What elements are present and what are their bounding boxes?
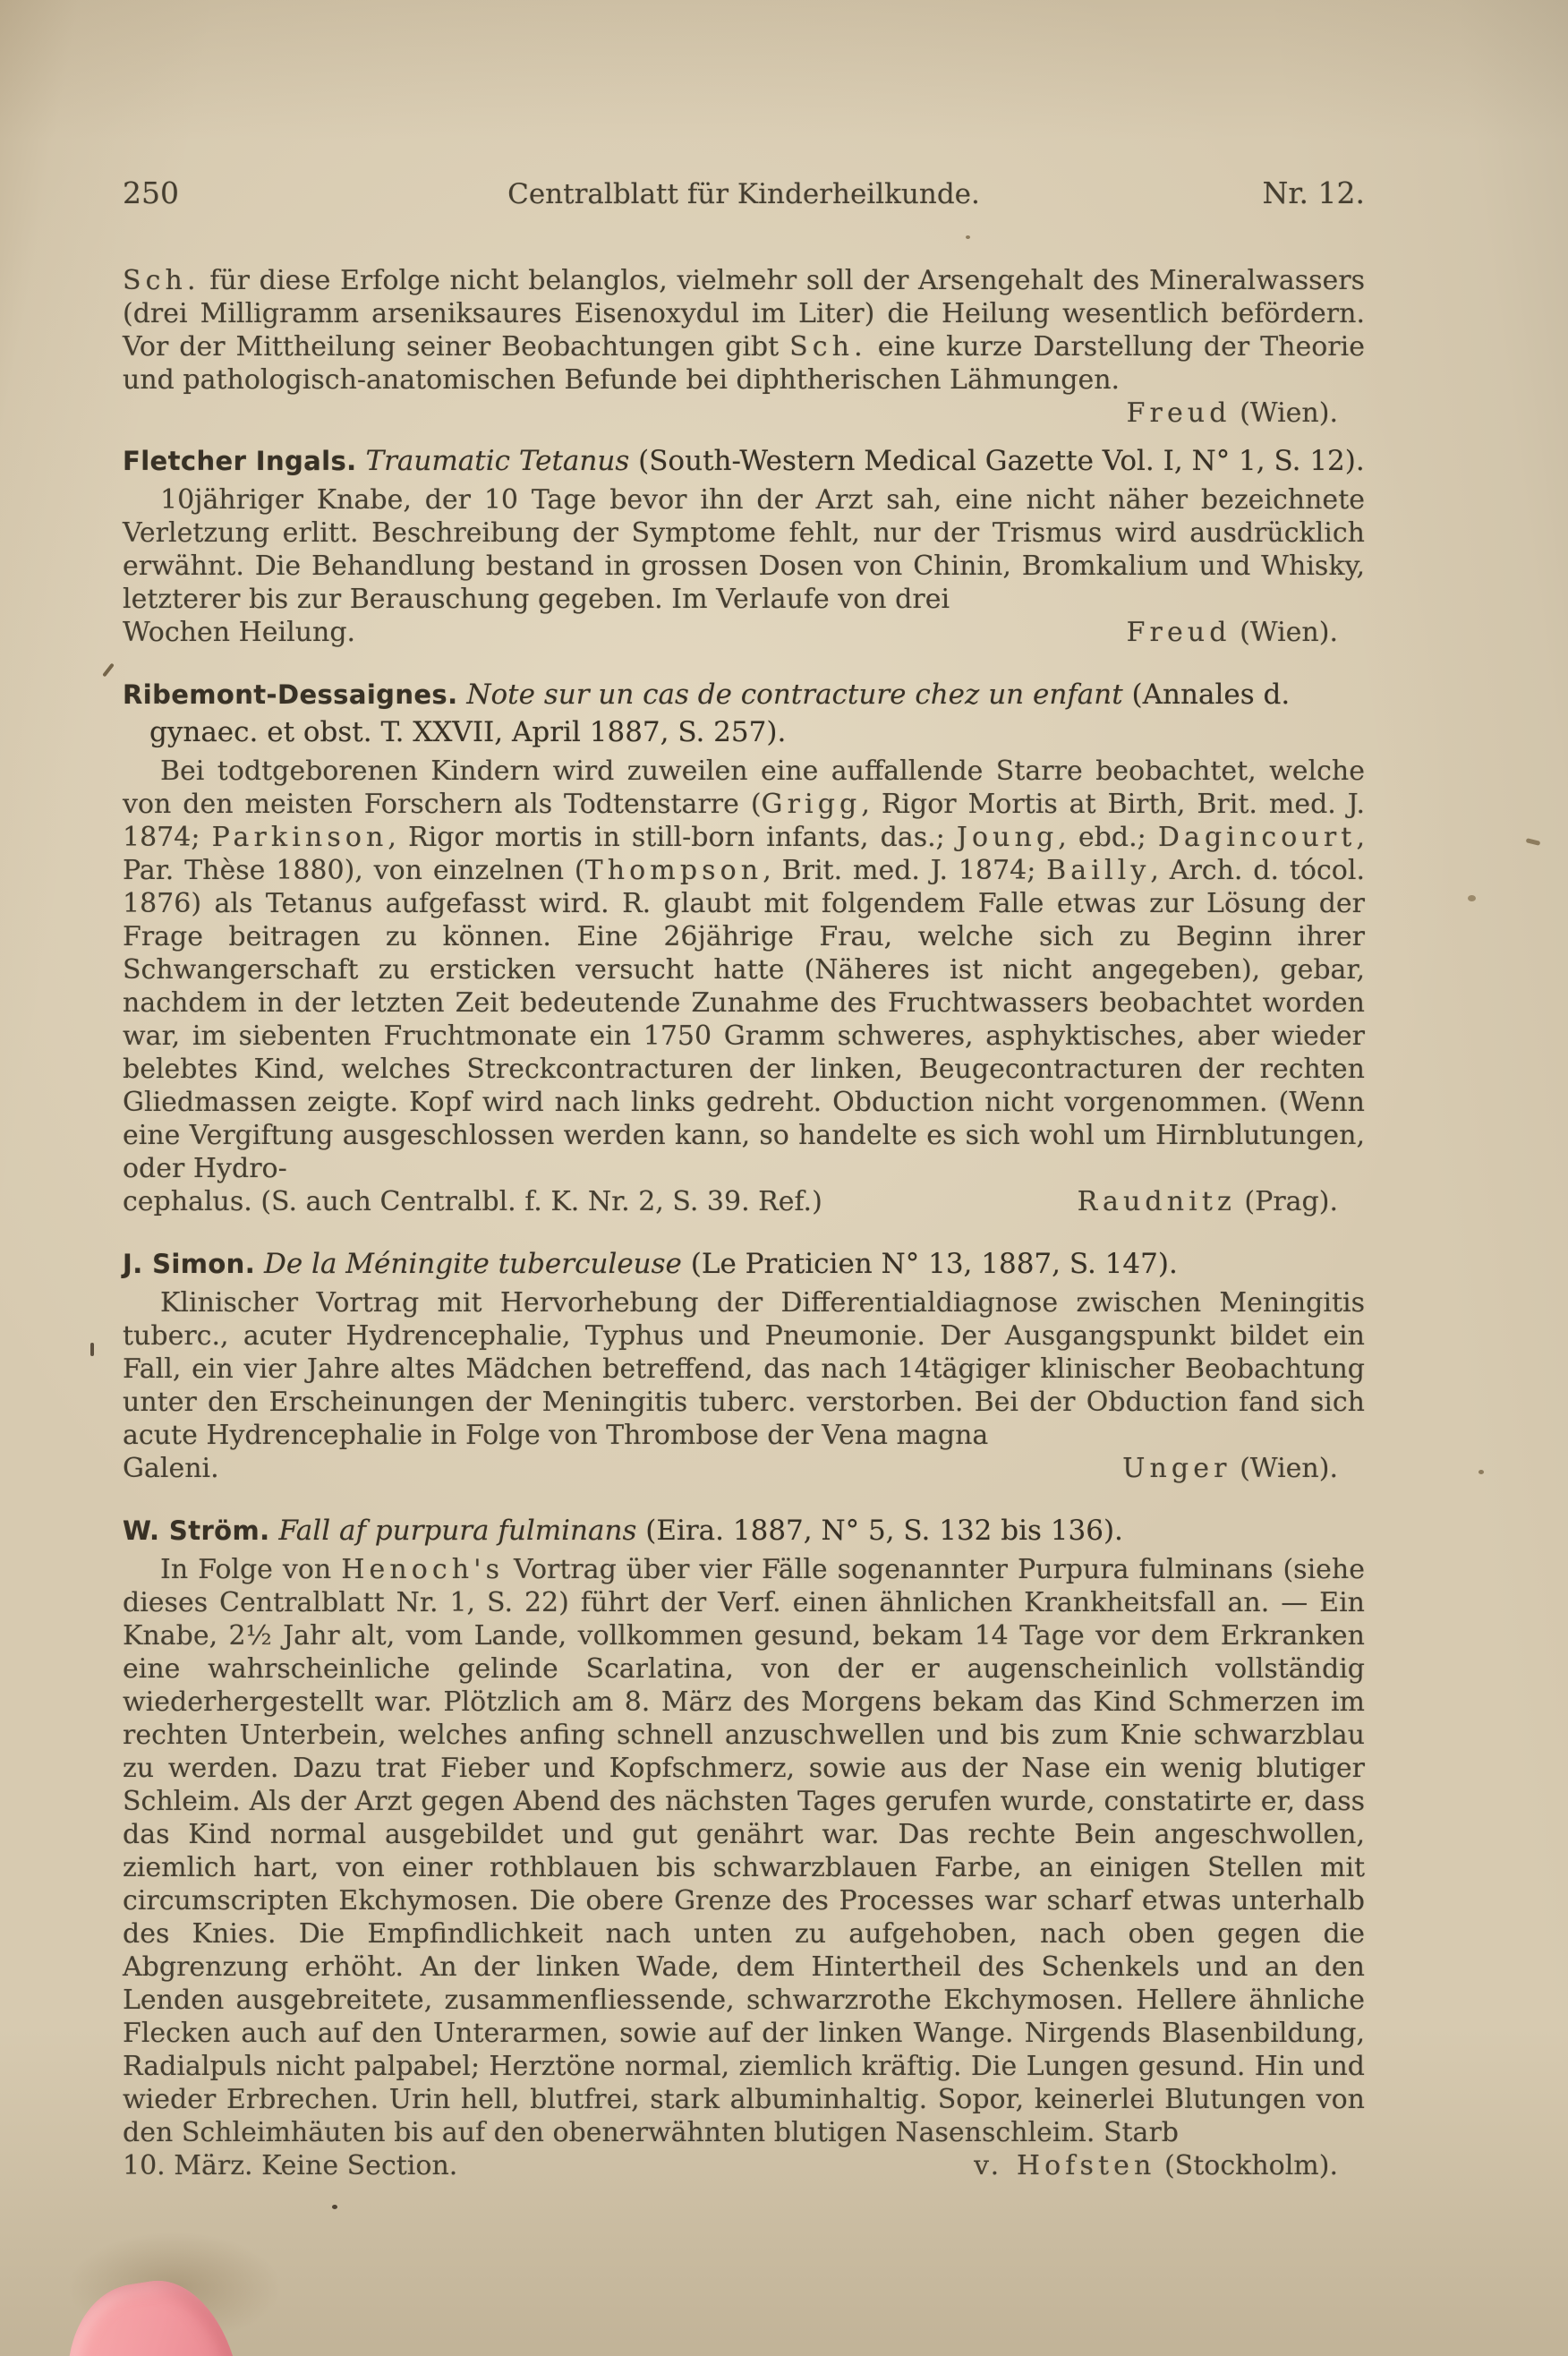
entry-last-line-text: 10. März. Keine Section. [123, 2150, 458, 2181]
entry-body: Sch. für diese Erfolge nicht belanglos, vielmehr soll der Arsengehalt des Mineralwassers (drei Milligramm arseniksaures Eisenoxydul im Liter) die Heilung wesentlich befördern. Vor der Mittheilung seiner Beobachtungen gibt Sch. eine kurze Darstellung der Theorie und pathologisch-anatomischen Befunde bei diphtherischen Lähmungen. [123, 265, 1365, 396]
reviewer-attribution: Unger (Wien). [1122, 1453, 1338, 1484]
entry-last-line [123, 2149, 1365, 2182]
reviewer-attribution: Freud (Wien). [1126, 397, 1338, 429]
paper-speck [1479, 1470, 1484, 1474]
journal-entry [123, 1245, 1365, 1485]
entry-last-line-text: Wochen Heilung. [123, 617, 356, 648]
journal-title: Centralblatt für Kinderheilkunde. [507, 178, 980, 210]
journal-entry [123, 442, 1365, 649]
entry-heading: Fletcher Ingals. Traumatic Tetanus (South-Western Medical Gazette Vol. I, N° 1, S. 12). [123, 445, 1365, 477]
entry-last-line-text: Galeni. [123, 1453, 219, 1484]
paper-speck [90, 1343, 94, 1356]
entry-last-line [123, 1452, 1365, 1485]
entry-body: Bei todtgeborenen Kindern wird zuweilen eine auffallende Starre beobachtet, welche von den meisten Forschern als Todtenstarre (Grigg, Rigor Mortis at Birth, Brit. med. J. 1874; Parkinson, Rigor mortis in still-born infants, das.; Joung, ebd.; Dagincourt, Par. Thèse 1880), von einzelnen (Thompson, Brit. med. J. 1874; Bailly, Arch. d. tócol. 1876) als Tetanus aufgefasst wird. R. glaubt mit folgendem Falle etwas zur Lösung der Frage beitragen zu können. Eine 26jährige Frau, welche sich zu Beginn ihrer Schwangerschaft zu ersticken versucht hatte (Näheres ist nicht angegeben), gebar, nachdem in der letzten Zeit bedeutende Zunahme des Fruchtwassers beobachtet worden war, im siebenten Fruchtmonate ein 1750 Gramm schweres, asphyktisches, aber wieder belebtes Kind, welches Streckcontracturen der linken, Beugecontracturen der rechten Gliedmassen zeigte. Kopf wird nach links gedreht. Obduction nicht vorgenommen. (Wenn eine Vergiftung ausgeschlossen werden kann, so handelte es sich wohl um Hirnblutungen, oder Hydro- [123, 755, 1366, 1184]
entry-last-line [123, 616, 1365, 649]
journal-entry [123, 264, 1365, 430]
issue-number: Nr. 12. [1262, 175, 1365, 210]
reviewer-attribution: Raudnitz (Prag). [1077, 1186, 1338, 1217]
paper-speck [332, 2205, 337, 2209]
reviewer-attribution: v. Hofsten (Stockholm). [974, 2150, 1338, 2181]
entry-body: Klinischer Vortrag mit Hervorhebung der Differentialdiagnose zwischen Meningitis tuberc., acuter Hydrencephalie, Typhus und Pneumonie. Der Ausgangspunkt bildet ein Fall, ein vier Jahre altes Mädchen betreffend, das nach 14tägiger klinischer Beobachtung unter den Erscheinungen der Meningitis tuberc. verstorben. Bei der Obduction fand sich acute Hydrencephalie in Folge von Thrombose der Vena magna [123, 1287, 1365, 1451]
paper-speck [1526, 838, 1541, 846]
journal-entry [123, 1512, 1365, 2182]
entry-heading: Ribemont-Dessaignes. Note sur un cas de contracture chez un enfant (Annales d. gynaec. et obst. T. XXVII, April 1887, S. 257). [123, 679, 1291, 748]
text-column [123, 175, 1365, 2182]
entry-body: In Folge von Henoch's Vortrag über vier Fälle sogenannter Purpura fulminans (siehe dieses Centralblatt Nr. 1, S. 22) führt der Verf. einen ähnlichen Krankheitsfall an. — Ein Knabe, 2½ Jahr alt, vom Lande, vollkommen gesund, bekam 14 Tage vor dem Erkranken eine wahrscheinliche gelinde Scarlatina, von der er augenscheinlich vollständig wiederhergestellt war. Plötzlich am 8. März des Morgens bekam das Kind Schmerzen im rechten Unterbein, welches anfing schnell anzuschwellen und bis zum Knie schwarzblau zu werden. Dazu trat Fieber und Kopfschmerz, sowie aus der Nase ein wenig blutiger Schleim. Als der Arzt gegen Abend des nächsten Tages gerufen wurde, constatirte er, dass das Kind normal ausgebildet und gut genährt war. Das rechte Bein angeschwollen, ziemlich hart, von einer rothblauen bis schwarzblauen Farbe, an einigen Stellen mit circumscripten Ekchymosen. Die obere Grenze des Processes war scharf etwas unterhalb des Knies. Die Empfindlichkeit nach unten zu aufgehoben, nach oben gegen die Abgrenzung erhöht. An der linken Wade, dem Hintertheil des Schenkels und an den Lenden ausgebreitete, zusammenfliessende, schwarzrothe Ekchymosen. Hellere ähnliche Flecken auch auf den Unterarmen, sowie auf der linken Wange. Nirgends Blasenbildung, Radialpuls nicht palpabel; Herztöne normal, ziemlich kräftig. Die Lungen gesund. Hin und wieder Erbrechen. Urin hell, blutfrei, stark albuminhaltig. Sopor, keinerlei Blutungen von den Schleimhäuten bis auf den obenerwähnten blutigen Nasenschleim. Starb [123, 1554, 1365, 2148]
reviewer-attribution: Freud (Wien). [1126, 617, 1338, 648]
entry-body: 10jähriger Knabe, der 10 Tage bevor ihn der Arzt sah, eine nicht näher bezeichnete Verletzung erlitt. Beschreibung der Symptome fehlt, nur der Trismus wird ausdrücklich erwähnt. Die Behandlung bestand in grossen Dosen von Chinin, Bromkalium und Whisky, letzterer bis zur Berauschung gegeben. Im Verlaufe von drei [123, 484, 1365, 615]
entry-last-line-text: cephalus. (S. auch Centralbl. f. K. Nr. 2, S. 39. Ref.) [123, 1186, 822, 1217]
paper-speck [1468, 895, 1476, 901]
journal-entry [123, 676, 1365, 1218]
paper-speck [966, 235, 970, 239]
entry-heading: W. Ström. Fall af purpura fulminans (Eira. 1887, N° 5, S. 132 bis 136). [123, 1515, 1123, 1547]
entry-heading: J. Simon. De la Méningite tuberculeuse (Le Praticien N° 13, 1887, S. 147). [123, 1248, 1178, 1280]
entry-last-line [123, 397, 1365, 430]
entry-last-line [123, 1185, 1365, 1218]
page-header [123, 175, 1365, 212]
page-number: 250 [123, 175, 179, 210]
paper-speck [102, 663, 115, 678]
